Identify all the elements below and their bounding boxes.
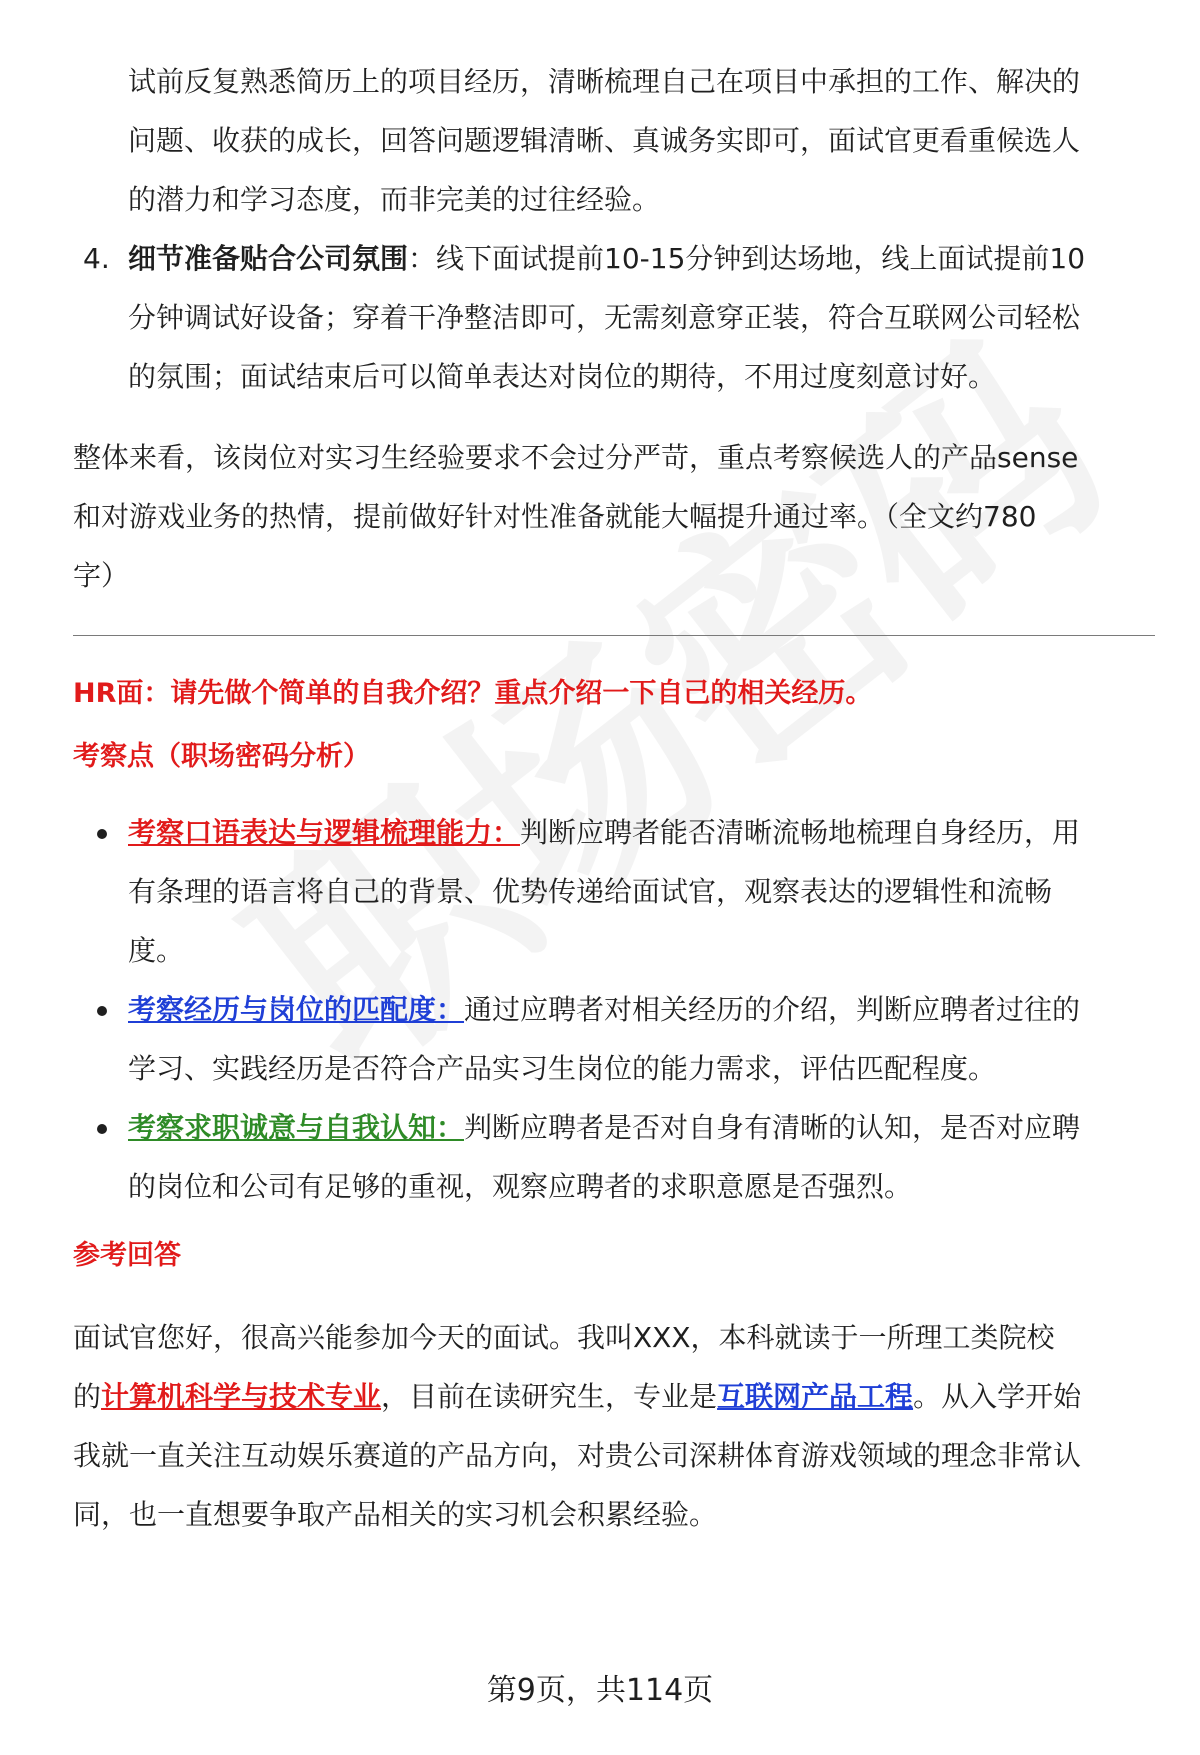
- highlight-grad-major: 互联网产品工程: [717, 1380, 914, 1413]
- text-line: 整体来看，该岗位对实习生经验要求不会过分严苛，重点考察候选人的产品sense: [73, 441, 1079, 474]
- analysis-list: [73, 803, 1153, 1216]
- highlight-major: 计算机科学与技术专业: [101, 1380, 382, 1413]
- interview-question: HR面：请先做个简单的自我介绍？重点介绍一下自己的相关经历。: [73, 678, 873, 709]
- list-item: [73, 803, 1153, 980]
- summary-paragraph: [73, 428, 1153, 605]
- bullet-key: 考察口语表达与逻辑梳理能力：: [128, 816, 521, 849]
- text-line: ：线下面试提前10-15分钟到达场地，线上面试提前10: [408, 242, 1086, 275]
- text-line: 和对游戏业务的热情，提前做好针对性准备就能大幅提升通过率。（全文约780: [73, 500, 1037, 533]
- text-line: 试前反复熟悉简历上的项目经历，清晰梳理自己在项目中承担的工作、解决的: [128, 65, 1081, 98]
- text-line: 的氛围；面试结束后可以简单表达对岗位的期待，不用过度刻意讨好。: [128, 360, 997, 393]
- text-line: 有条理的语言将自己的背景、优势传递给面试官，观察表达的逻辑性和流畅: [128, 875, 1053, 908]
- list-number: 4.: [83, 242, 110, 275]
- text-line: [73, 1367, 1153, 1426]
- text-line: 我就一直关注互动娱乐赛道的产品方向，对贵公司深耕体育游戏领域的理念非常认: [73, 1439, 1082, 1472]
- text-line: 度。: [128, 934, 185, 967]
- section-divider: [73, 635, 1155, 636]
- item3-continuation: [73, 52, 1153, 229]
- list-item: [73, 980, 1153, 1098]
- reference-answer-title: 参考回答: [73, 1240, 181, 1271]
- document-page: [73, 52, 1153, 1544]
- text-line: 面试官您好，很高兴能参加今天的面试。我叫XXX，本科就读于一所理工类院校: [73, 1321, 1055, 1354]
- text-line: 的岗位和公司有足够的重视，观察应聘者的求职意愿是否强烈。: [128, 1170, 913, 1203]
- page-footer: 第9页，共114页: [486, 1673, 714, 1708]
- list-item-4: [73, 229, 1153, 406]
- text-span: 的: [73, 1380, 102, 1413]
- text-line: 判断应聘者能否清晰流畅地梳理自身经历，用: [520, 816, 1081, 849]
- reference-answer: [73, 1308, 1153, 1544]
- list-item: [73, 1098, 1153, 1216]
- text-line: 同，也一直想要争取产品相关的实习机会积累经验。: [73, 1498, 718, 1531]
- text-line: 字）: [73, 559, 130, 592]
- text-line: 通过应聘者对相关经历的介绍，判断应聘者过往的: [464, 993, 1081, 1026]
- bullet-dot-icon: [97, 1006, 107, 1016]
- bullet-key: 考察经历与岗位的匹配度：: [128, 993, 465, 1026]
- text-line: 学习、实践经历是否符合产品实习生岗位的能力需求，评估匹配程度。: [128, 1052, 997, 1085]
- text-line: 判断应聘者是否对自身有清晰的认知，是否对应聘: [464, 1111, 1081, 1144]
- analysis-title: 考察点（职场密码分析）: [73, 741, 370, 772]
- text-span: ，目前在读研究生，专业是: [381, 1380, 718, 1413]
- text-span: 。从入学开始: [913, 1380, 1082, 1413]
- item4-heading: 细节准备贴合公司氛围: [128, 242, 409, 275]
- bullet-dot-icon: [97, 1124, 107, 1134]
- text-line: 的潜力和学习态度，而非完美的过往经验。: [128, 183, 661, 216]
- bullet-key: 考察求职诚意与自我认知：: [128, 1111, 465, 1144]
- text-line: 问题、收获的成长，回答问题逻辑清晰、真诚务实即可，面试官更看重候选人: [128, 124, 1081, 157]
- text-line: 分钟调试好设备；穿着干净整洁即可，无需刻意穿正装，符合互联网公司轻松: [128, 301, 1081, 334]
- bullet-dot-icon: [97, 829, 107, 839]
